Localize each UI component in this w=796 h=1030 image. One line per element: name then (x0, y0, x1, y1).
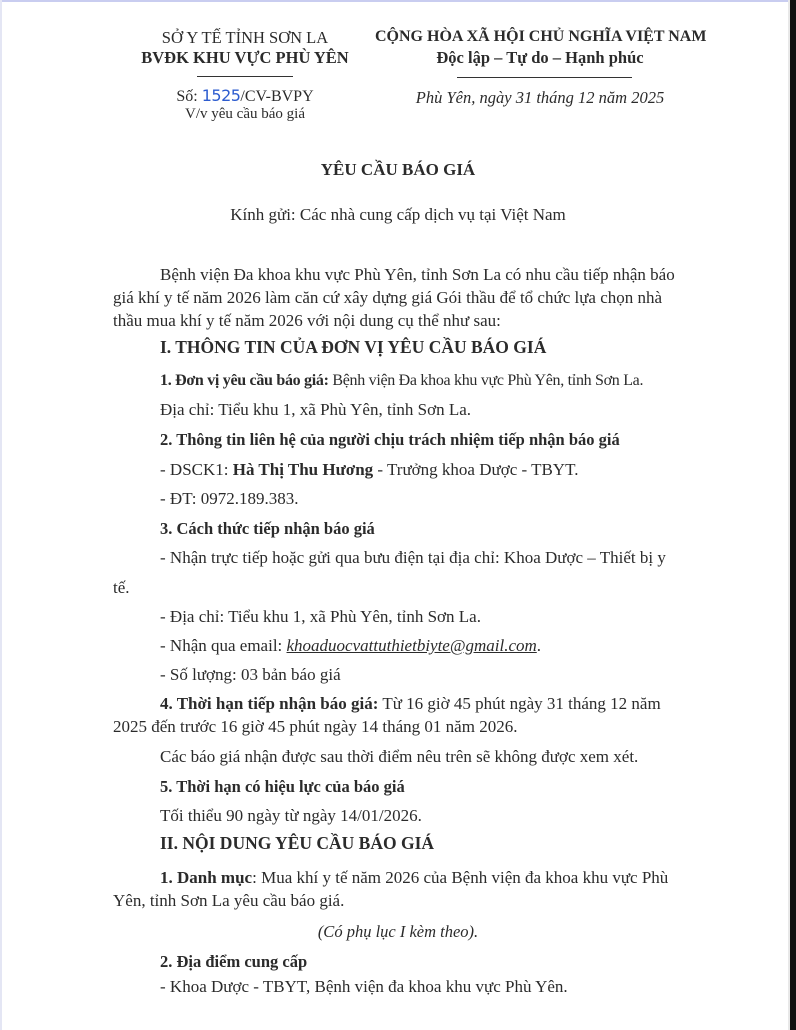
section-1-item-4 (160, 692, 661, 716)
item-4-label: 4. Thời hạn tiếp nhận báo giá: (160, 694, 379, 713)
doc-number-suffix: /CV-BVPY (240, 88, 314, 105)
recipient-line: Kính gửi: Các nhà cung cấp dịch vụ tại Việt Nam (230, 205, 566, 224)
national-motto: Độc lập – Tự do – Hạnh phúc (436, 48, 644, 67)
doc-subject: V/v yêu cầu báo giá (185, 106, 305, 122)
doc-number (140, 86, 350, 106)
agency-name: BVĐK KHU VỰC PHÙ YÊN (141, 48, 349, 67)
viewer-scroll-edge (790, 0, 796, 1030)
quote-quantity: - Số lượng: 03 bản báo giá (160, 665, 341, 684)
requester-address: Địa chỉ: Tiểu khu 1, xã Phù Yên, tỉnh Sơn La. (160, 400, 472, 419)
contact-name: Hà Thị Thu Hương (232, 460, 374, 479)
email-link[interactable]: khoaduocvattuthietbiyte@gmail.com (286, 636, 537, 655)
item-1-label: 1. Đơn vị yêu cầu báo giá: (160, 372, 329, 389)
catalog-value-line-2: Yên, tỉnh Sơn La yêu cầu báo giá. (113, 891, 345, 910)
section-1-item-3: 3. Cách thức tiếp nhận báo giá (160, 519, 375, 538)
item-4-value-line-2: 2025 đến trước 16 giờ 45 phút ngày 14 tháng 01 năm 2026. (113, 717, 518, 736)
item-1-value: Bệnh viện Đa khoa khu vực Phù Yên, tỉnh Sơn La. (328, 372, 644, 389)
viewer-top-border (0, 0, 796, 2)
country-name: CỘNG HÒA XÃ HỘI CHỦ NGHĨA VIỆT NAM (375, 28, 707, 45)
doc-number-handwritten: 1525 (201, 86, 241, 105)
appendix-note: (Có phụ lục I kèm theo). (317, 922, 479, 941)
doc-number-prefix: Số: (176, 88, 202, 105)
email-prefix: - Nhận qua email: (160, 636, 287, 655)
document-title: YÊU CẦU BÁO GIÁ (320, 160, 476, 179)
delivery-location: - Khoa Dược - TBYT, Bệnh viện đa khoa khu vực Phù Yên. (160, 977, 568, 996)
contact-phone: - ĐT: 0972.189.383. (160, 489, 299, 508)
page-left-edge (0, 0, 2, 1030)
section-1-item-5: 5. Thời hạn có hiệu lực của báo giá (160, 777, 405, 796)
agency-parent: SỞ Y TẾ TỈNH SƠN LA (161, 28, 329, 47)
section-2-item-1 (160, 866, 668, 890)
contact-suffix: - Trưởng khoa Dược - TBYT. (373, 460, 579, 479)
contact-person (160, 458, 578, 482)
section-2-heading: II. NỘI DUNG YÊU CẦU BÁO GIÁ (160, 833, 435, 853)
item-4-value-line-1: Từ 16 giờ 45 phút ngày 31 tháng 12 năm (378, 694, 661, 713)
catalog-value-line-1: : Mua khí y tế năm 2026 của Bệnh viện đa khoa khu vực Phù (252, 868, 669, 887)
place-date: Phù Yên, ngày 31 tháng 12 năm 2025 (415, 88, 665, 107)
intro-line-2: giá khí y tế năm 2026 làm căn cứ xây dựng giá Gói thầu để tổ chức lựa chọn nhà (113, 288, 663, 307)
method-line-1: - Nhận trực tiếp hoặc gửi qua bưu điện tại địa chỉ: Khoa Dược – Thiết bị y (160, 548, 666, 567)
agency-underline (197, 76, 293, 77)
section-2-item-2: 2. Địa điểm cung cấp (160, 952, 308, 971)
section-1-heading: I. THÔNG TIN CỦA ĐƠN VỊ YÊU CẦU BÁO GIÁ (160, 337, 547, 357)
item-5-value: Tối thiểu 90 ngày từ ngày 14/01/2026. (160, 806, 422, 825)
section-1-item-2: 2. Thông tin liên hệ của người chịu trách nhiệm tiếp nhận báo giá (160, 430, 620, 449)
intro-line-1: Bệnh viện Đa khoa khu vực Phù Yên, tỉnh Sơn La có nhu cầu tiếp nhận báo (160, 265, 675, 284)
method-email (160, 634, 541, 658)
section-1-item-1 (160, 369, 643, 393)
method-address: - Địa chỉ: Tiểu khu 1, xã Phù Yên, tỉnh Sơn La. (160, 607, 481, 626)
email-suffix: . (536, 636, 542, 655)
contact-prefix: - DSCK1: (160, 460, 233, 479)
method-line-2: tế. (113, 578, 130, 597)
catalog-label: 1. Danh mục (160, 868, 253, 887)
item-4-note: Các báo giá nhận được sau thời điểm nêu trên sẽ không được xem xét. (160, 747, 639, 766)
intro-line-3: thầu mua khí y tế năm 2026 với nội dung cụ thể như sau: (113, 311, 501, 330)
motto-underline (457, 77, 632, 78)
